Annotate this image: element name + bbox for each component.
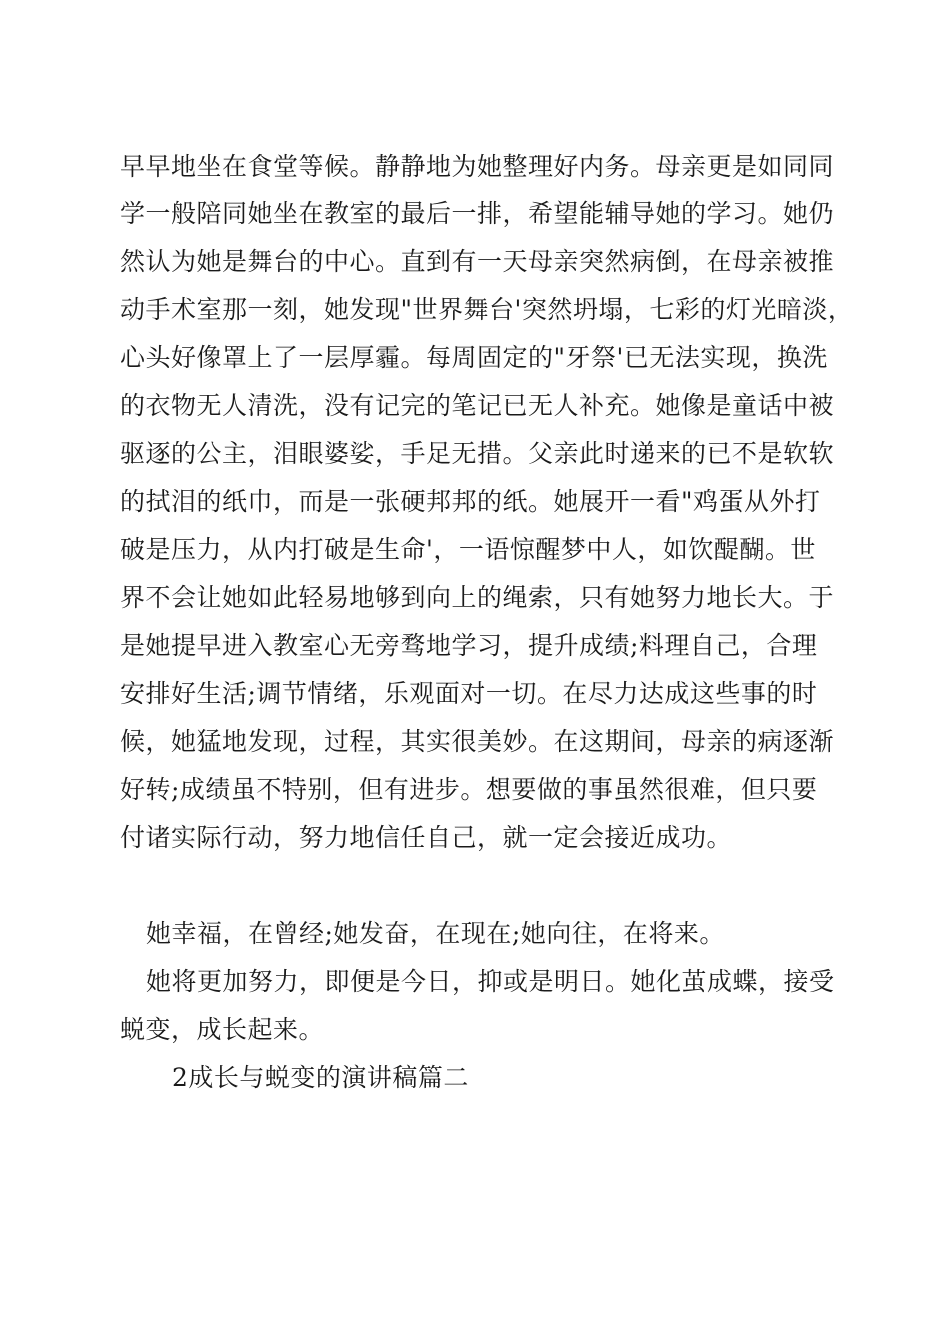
text-line: 是她提早进入教室心无旁骛地学习，提升成绩;料理自己，合理 [120,631,818,660]
text-line: 好转;成绩虽不特别，但有进步。想要做的事虽然很难，但只要 [120,775,818,804]
text-line: 早早地坐在食堂等候。静静地为她整理好内务。母亲更是如同同 [120,152,835,181]
text-line: 学一般陪同她坐在教室的最后一排，希望能辅导她的学习。她仍 [120,199,835,228]
text-line: 心头好像罩上了一层厚霾。每周固定的"牙祭'已无法实现，换洗 [120,343,828,372]
text-line: 付诸实际行动，努力地信任自己，就一定会接近成功。 [120,823,733,852]
text-line: 她将更加努力，即便是今日，抑或是明日。她化茧成蝶，接受 [146,967,835,996]
text-line: 的拭泪的纸巾，而是一张硬邦邦的纸。她展开一看"鸡蛋从外打 [120,487,821,516]
text-line: 蜕变，成长起来。 [120,1015,325,1044]
text-line: 破是压力，从内打破是生命'，一语惊醒梦中人，如饮醍醐。世 [120,535,816,564]
text-line: 她幸福，在曾经;她发奋，在现在;她向往，在将来。 [146,919,725,948]
text-line: 的衣物无人清洗，没有记完的笔记已无人补充。她像是童话中被 [120,391,835,420]
text-line: 界不会让她如此轻易地够到向上的绳索，只有她努力地长大。于 [120,583,835,612]
section-heading: 2成长与蜕变的演讲稿篇二 [172,1063,469,1092]
text-line: 驱逐的公主，泪眼婆娑，手足无措。父亲此时递来的已不是软软 [120,439,835,468]
text-line: 候，她猛地发现，过程，其实很美妙。在这期间，母亲的病逐渐 [120,727,835,756]
text-line: 动手术室那一刻，她发现"世界舞台'突然坍塌，七彩的灯光暗淡， [120,295,854,324]
text-line: 然认为她是舞台的中心。直到有一天母亲突然病倒，在母亲被推 [120,247,835,276]
text-line: 安排好生活;调节情绪，乐观面对一切。在尽力达成这些事的时 [120,679,818,708]
